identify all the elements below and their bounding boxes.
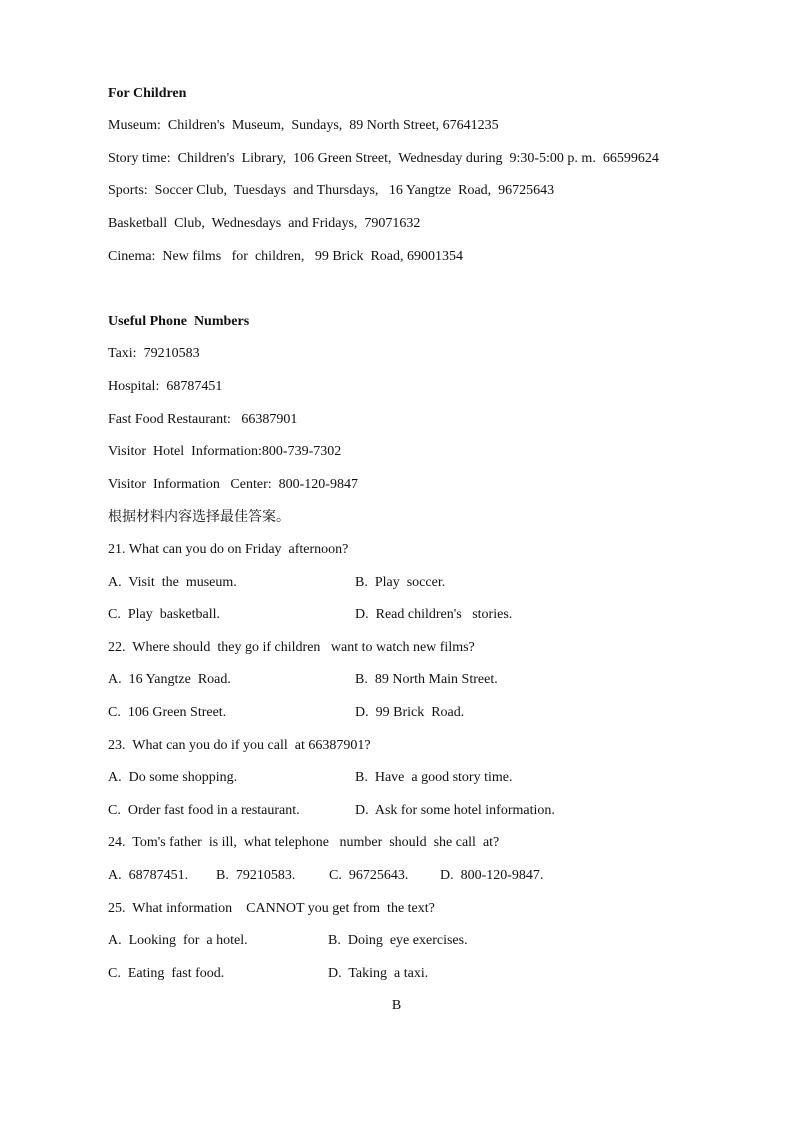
section-label: B [391, 998, 402, 1013]
question-24: 24. Tom's father is ill, what telephone number should she call at? [108, 835, 500, 850]
q24-option-c: C. 96725643. [329, 868, 409, 883]
basketball-line: Basketball Club, Wednesdays and Fridays, 79071632 [108, 216, 421, 231]
q25-option-c: C. Eating fast food. [108, 966, 225, 981]
q21-option-c: C. Play basketball. [108, 607, 220, 622]
story-time-line: Story time: Children's Library, 106 Green Street, Wednesday during 9:30-5:00 p. m. 66599624 [108, 151, 659, 166]
q21-option-b: B. Play soccer. [355, 575, 446, 590]
fast-food-line: Fast Food Restaurant: 66387901 [108, 412, 298, 427]
q22-option-b: B. 89 North Main Street. [355, 672, 498, 687]
question-25: 25. What information CANNOT you get from the text? [108, 901, 435, 916]
section-heading-children: For Children [108, 86, 187, 101]
section-heading-phones: Useful Phone Numbers [108, 314, 250, 329]
q23-option-b: B. Have a good story time. [355, 770, 513, 785]
question-23: 23. What can you do if you call at 66387901? [108, 738, 371, 753]
q22-option-c: C. 106 Green Street. [108, 705, 227, 720]
sports-line: Sports: Soccer Club, Tuesdays and Thursdays, 16 Yangtze Road, 96725643 [108, 183, 555, 198]
q24-option-b: B. 79210583. [216, 868, 296, 883]
q21-option-d: D. Read children's stories. [355, 607, 513, 622]
q25-option-b: B. Doing eye exercises. [328, 933, 468, 948]
q23-option-a: A. Do some shopping. [108, 770, 238, 785]
q23-option-d: D. Ask for some hotel information. [355, 803, 555, 818]
q22-option-d: D. 99 Brick Road. [355, 705, 465, 720]
q25-option-d: D. Taking a taxi. [328, 966, 429, 981]
q24-option-d: D. 800-120-9847. [440, 868, 544, 883]
q23-option-c: C. Order fast food in a restaurant. [108, 803, 300, 818]
instruction: 根据材料内容选择最佳答案。 [108, 509, 290, 525]
q22-option-a: A. 16 Yangtze Road. [108, 672, 231, 687]
hotel-info-line: Visitor Hotel Information:800-739-7302 [108, 444, 342, 459]
q21-option-a: A. Visit the museum. [108, 575, 237, 590]
question-22: 22. Where should they go if children want to watch new films? [108, 640, 475, 655]
question-21: 21. What can you do on Friday afternoon? [108, 542, 349, 557]
cinema-line: Cinema: New films for children, 99 Brick Road, 69001354 [108, 249, 463, 264]
hospital-line: Hospital: 68787451 [108, 379, 223, 394]
q24-option-a: A. 68787451. [108, 868, 189, 883]
q25-option-a: A. Looking for a hotel. [108, 933, 248, 948]
museum-line: Museum: Children's Museum, Sundays, 89 North Street, 67641235 [108, 118, 499, 133]
taxi-line: Taxi: 79210583 [108, 346, 200, 361]
visitor-center-line: Visitor Information Center: 800-120-9847 [108, 477, 358, 492]
